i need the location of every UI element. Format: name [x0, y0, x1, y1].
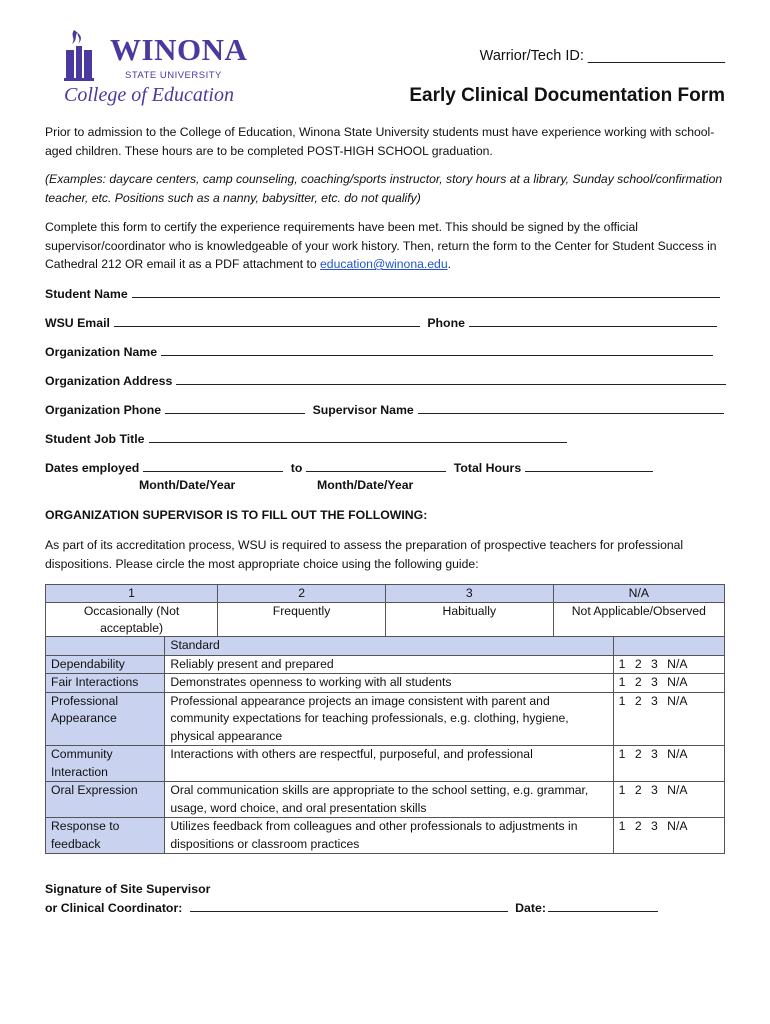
org-name-label: Organization Name — [45, 345, 158, 359]
examples-paragraph: (Examples: daycare centers, camp counseling, coaching/sports instructor, story hours at a library, Sunday school/confirmation teacher, etc. Positions such as a nanny, babysitter, etc. do not qualify) — [45, 172, 723, 205]
dates-row — [45, 459, 657, 475]
date-label: Date: — [515, 901, 546, 915]
dispositions-header-row — [46, 637, 725, 656]
scale-label: Habitually — [386, 603, 554, 638]
disposition-rating[interactable]: 1 2 3 N/A — [613, 818, 724, 854]
signature-row — [45, 899, 658, 918]
scale-label-row — [46, 603, 725, 638]
org-phone-label: Organization Phone — [45, 403, 162, 417]
total-hours-input[interactable] — [525, 459, 653, 472]
student-name-input[interactable] — [132, 285, 720, 298]
email-link[interactable]: education@winona.edu — [320, 257, 448, 271]
disposition-standard: Interactions with others are respectful, purposeful, and professional — [165, 746, 613, 782]
scale-label: Frequently — [218, 603, 386, 638]
dates-employed-label: Dates employed — [45, 461, 140, 475]
disposition-row — [46, 692, 725, 746]
end-date-format: Month/Date/Year — [317, 478, 414, 492]
logo-wordmark: WINONA — [110, 32, 248, 67]
form-title: Early Clinical Documentation Form — [409, 85, 725, 106]
scale-number-row — [46, 585, 725, 603]
supervisor-intro: As part of its accreditation process, WSU is required to assess the preparation of prospective teachers for professional dispositions. Please circle the most appropriate choice using the following guide: — [45, 538, 684, 571]
disposition-trait: Oral Expression — [46, 782, 165, 818]
scale-label: Occasionally (Not acceptable) — [46, 603, 218, 638]
supervisor-section-title: ORGANIZATION SUPERVISOR IS TO FILL OUT THE FOLLOWING: — [45, 508, 428, 522]
supervisor-name-label: Supervisor Name — [312, 403, 414, 417]
student-name-row — [45, 285, 724, 301]
disposition-standard: Reliably present and prepared — [165, 655, 613, 674]
wsu-email-label: WSU Email — [45, 316, 110, 330]
start-date-input[interactable] — [143, 459, 283, 472]
signature-label-1: Signature of Site Supervisor — [45, 882, 211, 896]
disposition-row — [46, 818, 725, 854]
disposition-trait: Community Interaction — [46, 746, 165, 782]
scale-number: N/A — [553, 585, 724, 603]
scale-number: 2 — [218, 585, 386, 603]
scale-label: Not Applicable/Observed — [553, 603, 724, 638]
disposition-rating[interactable]: 1 2 3 N/A — [613, 692, 724, 746]
total-hours-label: Total Hours — [453, 461, 522, 475]
org-phone-row — [45, 401, 728, 417]
scale-number: 3 — [386, 585, 554, 603]
date-input[interactable] — [548, 899, 658, 912]
supervisor-name-input[interactable] — [418, 401, 724, 414]
disposition-trait: Dependability — [46, 655, 165, 674]
logo-subtitle: STATE UNIVERSITY — [125, 70, 222, 81]
disposition-standard: Oral communication skills are appropriate to the school setting, e.g. grammar, usage, word choice, and oral presentation skills — [165, 782, 613, 818]
signature-label-2: or Clinical Coordinator: — [45, 901, 183, 915]
tech-id-field[interactable]: Warrior/Tech ID: _________________ — [479, 48, 725, 64]
instructions-paragraph — [45, 218, 730, 274]
rating-header — [613, 637, 724, 656]
email-phone-row — [45, 314, 721, 330]
disposition-rating[interactable]: 1 2 3 N/A — [613, 655, 724, 674]
org-name-row — [45, 343, 717, 359]
job-title-label: Student Job Title — [45, 432, 145, 446]
org-phone-input[interactable] — [165, 401, 305, 414]
job-title-row — [45, 430, 571, 446]
org-name-input[interactable] — [161, 343, 713, 356]
rating-scale-table — [45, 584, 725, 638]
scale-number: 1 — [46, 585, 218, 603]
disposition-standard: Professional appearance projects an image consistent with parent and community expectations for teaching professionals, e.g. clothing, hygiene, physical appearance — [165, 692, 613, 746]
job-title-input[interactable] — [149, 430, 567, 443]
instructions-text: Complete this form to certify the experience requirements have been met. This should be signed by the official supervisor/coordinator who is knowledgeable of your work history. Then, return the form to the Center for Student Success in Cathedral 212 OR email it as a PDF attachment to — [45, 220, 717, 271]
disposition-rating[interactable]: 1 2 3 N/A — [613, 674, 724, 693]
org-address-input[interactable] — [176, 372, 726, 385]
signature-input[interactable] — [190, 899, 508, 912]
disposition-row — [46, 674, 725, 693]
disposition-trait: Fair Interactions — [46, 674, 165, 693]
org-address-row — [45, 372, 730, 388]
dispositions-table — [45, 636, 725, 854]
disposition-standard: Utilizes feedback from colleagues and other professionals to adjustments in dispositions or classroom practices — [165, 818, 613, 854]
logo-college: College of Education — [64, 84, 234, 106]
wsu-email-input[interactable] — [114, 314, 420, 327]
disposition-trait: Response to feedback — [46, 818, 165, 854]
start-date-format: Month/Date/Year — [139, 478, 236, 492]
disposition-row — [46, 746, 725, 782]
disposition-rating[interactable]: 1 2 3 N/A — [613, 782, 724, 818]
phone-label: Phone — [427, 316, 465, 330]
student-name-label: Student Name — [45, 287, 128, 301]
disposition-row — [46, 655, 725, 674]
disposition-standard: Demonstrates openness to working with all students — [165, 674, 613, 693]
to-label: to — [290, 461, 303, 475]
org-address-label: Organization Address — [45, 374, 173, 388]
disposition-rating[interactable]: 1 2 3 N/A — [613, 746, 724, 782]
trait-header — [46, 637, 165, 656]
standard-header: Standard — [165, 637, 613, 656]
phone-input[interactable] — [469, 314, 717, 327]
disposition-row — [46, 782, 725, 818]
intro-paragraph: Prior to admission to the College of Education, Winona State University students must have experience working with school-aged children. These hours are to be completed POST-HIGH SCHOOL graduation. — [45, 125, 715, 158]
instructions-end: . — [447, 257, 451, 271]
end-date-input[interactable] — [306, 459, 446, 472]
disposition-trait: Professional Appearance — [46, 692, 165, 746]
signature-block — [45, 880, 658, 918]
